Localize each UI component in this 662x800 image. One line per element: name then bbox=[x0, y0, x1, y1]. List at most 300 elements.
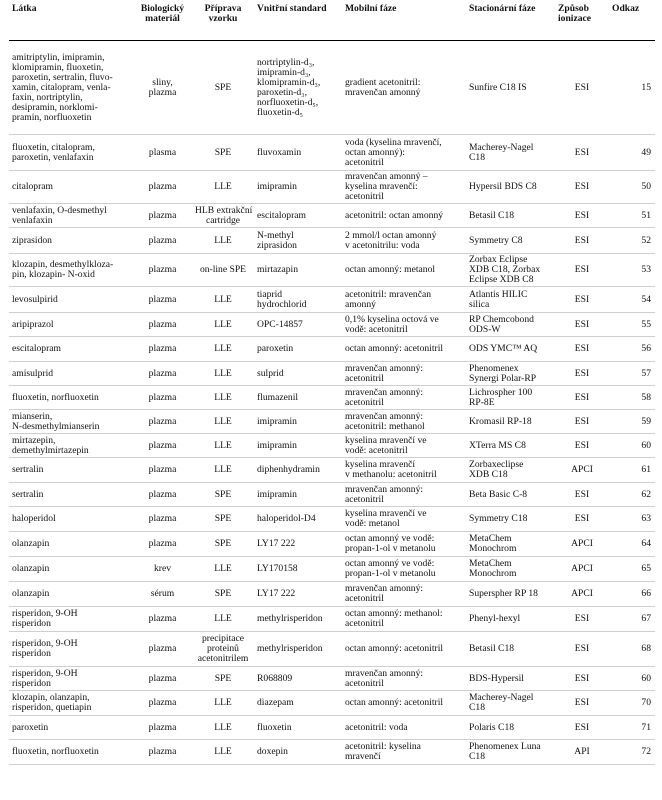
cell-text: ESI bbox=[574, 697, 590, 708]
cell-text: mianserin, bbox=[12, 410, 53, 422]
cell-text: OPC-14857 bbox=[257, 318, 303, 330]
cell-text: Kromasil RP-18 bbox=[469, 415, 532, 427]
cell-text: xamin, citalopram, venla- bbox=[12, 81, 111, 93]
cell-text: propan-1-ol v metanolu bbox=[345, 568, 436, 579]
header-sample-preparation bbox=[192, 2, 254, 41]
cell-stationary-phase bbox=[466, 557, 555, 582]
cell-text: N-methyl bbox=[257, 229, 294, 241]
cell-text: ziprasidon bbox=[12, 234, 52, 246]
cell-text: LY17 222 bbox=[257, 588, 296, 599]
cell-text: plazma bbox=[148, 643, 177, 654]
cell-text: 55 bbox=[641, 318, 651, 330]
table-row bbox=[9, 135, 655, 171]
cell-reference bbox=[609, 582, 655, 607]
cell-reference bbox=[609, 228, 655, 254]
cell-text: ESI bbox=[574, 264, 590, 275]
cell-substance bbox=[9, 667, 133, 691]
cell-internal-standard bbox=[254, 691, 342, 716]
cell-text: imipramin bbox=[257, 439, 297, 451]
cell-biological-material bbox=[133, 410, 192, 434]
cell-stationary-phase bbox=[466, 254, 555, 287]
cell-reference bbox=[609, 204, 655, 228]
cell-text: LLE bbox=[214, 613, 232, 624]
cell-text: BDS-Hypersil bbox=[469, 672, 524, 684]
header-text: Způsob bbox=[558, 3, 589, 14]
cell-ionization bbox=[555, 434, 609, 458]
cell-text: sérum bbox=[150, 588, 175, 599]
cell-sample-preparation bbox=[192, 458, 254, 483]
cell-text: mravenčan amonný: bbox=[345, 386, 424, 398]
header-text: Vnitřní standard bbox=[257, 3, 327, 14]
cell-internal-standard bbox=[254, 41, 342, 135]
cell-text: plazma bbox=[148, 439, 177, 451]
cell-text: 52 bbox=[641, 234, 651, 246]
table-row bbox=[9, 691, 655, 716]
cell-substance bbox=[9, 557, 133, 582]
cell-text: citalopram bbox=[12, 181, 54, 192]
cell-text: Monochrom bbox=[469, 568, 517, 579]
header-text: Biologický bbox=[140, 3, 185, 14]
cell-ionization bbox=[555, 740, 609, 765]
cell-mobile-phase bbox=[342, 632, 466, 667]
cell-text: APCI bbox=[571, 588, 593, 599]
cell-substance bbox=[9, 135, 133, 171]
cell-text: paroxetin bbox=[12, 721, 49, 733]
cell-text: ESI bbox=[574, 643, 590, 654]
cell-sample-preparation bbox=[192, 691, 254, 716]
cell-text: LLE bbox=[214, 293, 232, 305]
cell-text: Eclipse XDB C8 bbox=[469, 274, 534, 285]
cell-text: Beta Basic C-8 bbox=[469, 488, 528, 500]
cell-stationary-phase bbox=[466, 691, 555, 716]
cell-ionization bbox=[555, 254, 609, 287]
cell-text: fluoxetin-d₅ bbox=[257, 106, 303, 118]
cell-text: Atlantis HILIC bbox=[469, 288, 528, 300]
cell-text: risperidon bbox=[12, 677, 51, 689]
cell-ionization bbox=[555, 667, 609, 691]
cell-substance bbox=[9, 171, 133, 204]
cell-text: LLE bbox=[214, 181, 232, 192]
cell-text: XDB C18, Zorbax bbox=[469, 264, 541, 275]
cell-text: escitalopram bbox=[12, 343, 62, 354]
cell-text: plazma bbox=[148, 697, 177, 708]
cell-text: levosulpirid bbox=[12, 293, 58, 305]
cell-text: 63 bbox=[641, 513, 651, 524]
cell-text: olanzapin bbox=[12, 538, 50, 549]
cell-text: Sunfire C18 IS bbox=[469, 81, 527, 93]
header-text: materiál bbox=[145, 13, 180, 24]
cell-reference bbox=[609, 41, 655, 135]
cell-reference bbox=[609, 691, 655, 716]
cell-text: Synergi Polar-RP bbox=[469, 372, 537, 384]
cell-substance bbox=[9, 607, 133, 632]
cell-text: acetonitril bbox=[345, 191, 384, 202]
cell-text: N-desmethylmianserin bbox=[12, 420, 100, 432]
cell-internal-standard bbox=[254, 434, 342, 458]
cell-text: 57 bbox=[641, 367, 651, 379]
cell-text: imipramin bbox=[257, 415, 297, 427]
cell-text: hydrochlorid bbox=[257, 298, 307, 310]
cell-text: 2 mmol/l octan amonný bbox=[345, 229, 437, 241]
cell-ionization bbox=[555, 135, 609, 171]
cell-text: 56 bbox=[641, 343, 651, 354]
cell-substance bbox=[9, 507, 133, 532]
cell-sample-preparation bbox=[192, 362, 254, 386]
cell-text: plazma bbox=[148, 721, 177, 733]
cell-biological-material bbox=[133, 667, 192, 691]
cell-mobile-phase bbox=[342, 171, 466, 204]
cell-stationary-phase bbox=[466, 287, 555, 313]
table-row bbox=[9, 204, 655, 228]
cell-sample-preparation bbox=[192, 483, 254, 507]
cell-text: SPE bbox=[214, 588, 232, 599]
cell-text: plazma bbox=[148, 488, 177, 500]
cell-text: MetaChem bbox=[469, 558, 512, 569]
cell-text: API bbox=[574, 746, 590, 757]
cell-ionization bbox=[555, 632, 609, 667]
cell-mobile-phase bbox=[342, 532, 466, 557]
cell-text: kyselina mravenčí ve bbox=[345, 508, 427, 519]
cell-text: Betasil C18 bbox=[469, 643, 515, 654]
cell-ionization bbox=[555, 171, 609, 204]
cell-text: octan amonný: acetonitril bbox=[345, 697, 444, 708]
cell-text: 50 bbox=[641, 181, 651, 192]
cell-stationary-phase bbox=[466, 228, 555, 254]
cell-sample-preparation bbox=[192, 607, 254, 632]
cell-text: octan amonný): bbox=[345, 146, 405, 158]
cell-reference bbox=[609, 532, 655, 557]
cell-internal-standard bbox=[254, 204, 342, 228]
cell-internal-standard bbox=[254, 667, 342, 691]
cell-sample-preparation bbox=[192, 228, 254, 254]
cell-text: kyselina mravenčí ve bbox=[345, 434, 427, 446]
hplc-methods-table bbox=[9, 2, 655, 765]
cell-text: APCI bbox=[571, 563, 593, 574]
cell-text: Macherey-Nagel bbox=[469, 141, 534, 153]
cell-text: 71 bbox=[641, 721, 651, 733]
cell-ionization bbox=[555, 386, 609, 410]
cell-text: SPE bbox=[214, 81, 232, 93]
cell-text: venlafaxin, O-desmethyl bbox=[12, 204, 107, 216]
cell-text: precipitace bbox=[201, 633, 245, 644]
cell-text: ESI bbox=[574, 293, 590, 305]
cell-text: 49 bbox=[641, 146, 651, 158]
cell-mobile-phase bbox=[342, 557, 466, 582]
cell-text: mravenčan amonný: bbox=[345, 583, 424, 594]
cell-biological-material bbox=[133, 337, 192, 362]
cell-stationary-phase bbox=[466, 434, 555, 458]
cell-biological-material bbox=[133, 607, 192, 632]
cell-text: cartridge bbox=[205, 214, 241, 226]
cell-mobile-phase bbox=[342, 458, 466, 483]
cell-text: plazma bbox=[148, 209, 177, 221]
cell-text: octan amonný ve vodě: bbox=[345, 533, 435, 544]
cell-internal-standard bbox=[254, 632, 342, 667]
cell-stationary-phase bbox=[466, 607, 555, 632]
cell-internal-standard bbox=[254, 458, 342, 483]
cell-substance bbox=[9, 691, 133, 716]
cell-text: fluoxetin, norfluoxetin bbox=[12, 391, 99, 403]
cell-ionization bbox=[555, 337, 609, 362]
cell-ionization bbox=[555, 204, 609, 228]
cell-text: C18 bbox=[469, 751, 485, 762]
cell-text: fluoxetin, citalopram, bbox=[12, 141, 95, 153]
cell-internal-standard bbox=[254, 337, 342, 362]
cell-sample-preparation bbox=[192, 434, 254, 458]
table-row bbox=[9, 434, 655, 458]
cell-text: silica bbox=[469, 298, 490, 310]
cell-mobile-phase bbox=[342, 691, 466, 716]
cell-text: ESI bbox=[574, 234, 590, 246]
cell-text: Superspher RP 18 bbox=[469, 588, 538, 599]
cell-reference bbox=[609, 557, 655, 582]
cell-sample-preparation bbox=[192, 41, 254, 135]
cell-substance bbox=[9, 204, 133, 228]
cell-stationary-phase bbox=[466, 171, 555, 204]
cell-biological-material bbox=[133, 458, 192, 483]
cell-mobile-phase bbox=[342, 135, 466, 171]
cell-text: sulprid bbox=[257, 367, 284, 379]
cell-text: HLB extrakční bbox=[195, 204, 253, 216]
cell-text: norfluoxetin-d₅, bbox=[257, 96, 319, 108]
cell-text: plazma bbox=[148, 391, 177, 403]
cell-text: ESI bbox=[574, 721, 590, 733]
cell-reference bbox=[609, 632, 655, 667]
cell-text: 72 bbox=[641, 746, 651, 757]
cell-biological-material bbox=[133, 362, 192, 386]
cell-biological-material bbox=[133, 228, 192, 254]
cell-text: 60 bbox=[641, 672, 651, 684]
cell-stationary-phase bbox=[466, 716, 555, 740]
cell-text: plazma bbox=[148, 415, 177, 427]
cell-biological-material bbox=[133, 632, 192, 667]
cell-reference bbox=[609, 716, 655, 740]
cell-text: vodě: acetonitril bbox=[345, 444, 408, 456]
cell-biological-material bbox=[133, 313, 192, 337]
cell-reference bbox=[609, 434, 655, 458]
cell-text: ESI bbox=[574, 613, 590, 624]
table-row bbox=[9, 632, 655, 667]
cell-text: 0,1% kyselina octová ve bbox=[345, 313, 439, 325]
cell-text: 54 bbox=[641, 293, 651, 305]
cell-text: plazma bbox=[148, 86, 177, 98]
cell-text: SPE bbox=[214, 488, 232, 500]
cell-biological-material bbox=[133, 740, 192, 765]
cell-text: faxin, nortriptylin, bbox=[12, 91, 83, 103]
cell-biological-material bbox=[133, 716, 192, 740]
table-row bbox=[9, 337, 655, 362]
table-row bbox=[9, 607, 655, 632]
cell-stationary-phase bbox=[466, 507, 555, 532]
cell-text: risperidon, 9-OH bbox=[12, 608, 78, 619]
cell-text: LLE bbox=[214, 563, 232, 574]
table-row bbox=[9, 532, 655, 557]
table-row bbox=[9, 582, 655, 607]
cell-stationary-phase bbox=[466, 410, 555, 434]
cell-substance bbox=[9, 532, 133, 557]
cell-text: Polaris C18 bbox=[469, 721, 515, 733]
cell-biological-material bbox=[133, 287, 192, 313]
cell-text: plazma bbox=[148, 318, 177, 330]
cell-text: ESI bbox=[574, 672, 590, 684]
cell-biological-material bbox=[133, 254, 192, 287]
cell-internal-standard bbox=[254, 313, 342, 337]
cell-text: LLE bbox=[214, 234, 232, 246]
cell-text: SPE bbox=[214, 672, 232, 684]
cell-stationary-phase bbox=[466, 204, 555, 228]
cell-text: imipramin bbox=[257, 488, 297, 500]
table-row bbox=[9, 740, 655, 765]
cell-stationary-phase bbox=[466, 632, 555, 667]
cell-text: ESI bbox=[574, 439, 590, 451]
cell-text: haloperidol-D4 bbox=[257, 513, 316, 524]
cell-text: methylrisperidon bbox=[257, 613, 323, 624]
cell-text: C18 bbox=[469, 151, 485, 163]
cell-mobile-phase bbox=[342, 607, 466, 632]
cell-text: plazma bbox=[148, 538, 177, 549]
cell-text: on-line SPE bbox=[199, 264, 247, 275]
cell-text: plazma bbox=[148, 343, 177, 354]
cell-internal-standard bbox=[254, 287, 342, 313]
cell-reference bbox=[609, 337, 655, 362]
cell-text: acetonitril: kyselina bbox=[345, 741, 421, 752]
cell-text: paroxetin, sertralin, fluvo- bbox=[12, 71, 113, 83]
cell-text: plazma bbox=[148, 613, 177, 624]
cell-text: plazma bbox=[148, 746, 177, 757]
cell-sample-preparation bbox=[192, 582, 254, 607]
cell-ionization bbox=[555, 362, 609, 386]
cell-text: amisulprid bbox=[12, 367, 54, 379]
cell-text: pin, klozapin- N-oxid bbox=[12, 269, 95, 280]
cell-substance bbox=[9, 483, 133, 507]
cell-stationary-phase bbox=[466, 582, 555, 607]
cell-internal-standard bbox=[254, 228, 342, 254]
cell-text: venlafaxin bbox=[12, 214, 53, 226]
cell-sample-preparation bbox=[192, 716, 254, 740]
header-text: Mobilní fáze bbox=[345, 3, 397, 14]
cell-text: MetaChem bbox=[469, 533, 512, 544]
header-text: Stacionární fáze bbox=[469, 3, 536, 14]
table-row bbox=[9, 557, 655, 582]
cell-text: Zorbaxeclipse bbox=[469, 459, 524, 470]
cell-text: ESI bbox=[574, 318, 590, 330]
cell-text: APCI bbox=[571, 538, 593, 549]
cell-text: sliny, bbox=[152, 76, 173, 88]
cell-stationary-phase bbox=[466, 135, 555, 171]
cell-text: diphenhydramin bbox=[257, 464, 320, 475]
cell-text: LLE bbox=[214, 391, 232, 403]
cell-mobile-phase bbox=[342, 582, 466, 607]
cell-reference bbox=[609, 386, 655, 410]
cell-text: proteinů bbox=[207, 643, 239, 654]
table-row bbox=[9, 483, 655, 507]
cell-biological-material bbox=[133, 691, 192, 716]
cell-text: risperidon, 9-OH bbox=[12, 638, 78, 649]
cell-text: Symmetry C18 bbox=[469, 513, 528, 524]
cell-reference bbox=[609, 287, 655, 313]
cell-text: olanzapin bbox=[12, 588, 50, 599]
cell-substance bbox=[9, 228, 133, 254]
cell-text: SPE bbox=[214, 538, 232, 549]
cell-text: kyselina mravenčí: bbox=[345, 181, 418, 192]
cell-mobile-phase bbox=[342, 228, 466, 254]
cell-biological-material bbox=[133, 171, 192, 204]
cell-text: gradient acetonitril: bbox=[345, 76, 421, 88]
cell-biological-material bbox=[133, 557, 192, 582]
cell-mobile-phase bbox=[342, 667, 466, 691]
cell-biological-material bbox=[133, 507, 192, 532]
table-body bbox=[9, 41, 655, 765]
cell-sample-preparation bbox=[192, 740, 254, 765]
cell-text: acetonitril bbox=[345, 372, 384, 384]
header-internal-standard bbox=[254, 2, 342, 41]
cell-substance bbox=[9, 740, 133, 765]
header-biological-material bbox=[133, 2, 192, 41]
cell-text: ziprasidon bbox=[257, 239, 297, 251]
cell-sample-preparation bbox=[192, 254, 254, 287]
header-stationary-phase bbox=[466, 2, 555, 41]
cell-text: mravenčan amonný bbox=[345, 86, 421, 98]
cell-text: acetonitril: octan amonný bbox=[345, 209, 444, 221]
cell-text: 51 bbox=[641, 209, 651, 221]
cell-stationary-phase bbox=[466, 532, 555, 557]
cell-internal-standard bbox=[254, 386, 342, 410]
cell-text: ESI bbox=[574, 343, 590, 354]
cell-text: LLE bbox=[214, 415, 232, 427]
table-row bbox=[9, 410, 655, 434]
cell-text: Phenomenex bbox=[469, 362, 519, 374]
cell-text: C18 bbox=[469, 702, 485, 713]
cell-text: doxepin bbox=[257, 746, 288, 757]
cell-text: LY17 222 bbox=[257, 538, 296, 549]
cell-text: fluoxetin, norfluoxetin bbox=[12, 746, 99, 757]
cell-substance bbox=[9, 434, 133, 458]
table-row bbox=[9, 716, 655, 740]
table-header-row bbox=[9, 2, 655, 41]
cell-internal-standard bbox=[254, 582, 342, 607]
cell-text: kyselina mravenčí bbox=[345, 459, 416, 470]
cell-text: acetonitril bbox=[345, 618, 384, 629]
cell-text: Lichrospher 100 bbox=[469, 386, 533, 398]
cell-text: plazma bbox=[148, 672, 177, 684]
cell-stationary-phase bbox=[466, 667, 555, 691]
cell-text: vodě: metanol bbox=[345, 518, 400, 529]
cell-text: SPE bbox=[214, 513, 232, 524]
cell-reference bbox=[609, 313, 655, 337]
cell-text: klozapin, olanzapin, bbox=[12, 692, 90, 703]
cell-reference bbox=[609, 362, 655, 386]
cell-text: XDB C18 bbox=[469, 469, 508, 480]
cell-mobile-phase bbox=[342, 254, 466, 287]
cell-text: nortriptylin-d₃, bbox=[257, 56, 315, 68]
table-row bbox=[9, 507, 655, 532]
cell-substance bbox=[9, 362, 133, 386]
cell-text: 67 bbox=[641, 613, 651, 624]
cell-sample-preparation bbox=[192, 287, 254, 313]
cell-biological-material bbox=[133, 532, 192, 557]
cell-text: klomipramin, fluoxetin, bbox=[12, 61, 104, 73]
cell-substance bbox=[9, 632, 133, 667]
cell-substance bbox=[9, 410, 133, 434]
cell-mobile-phase bbox=[342, 313, 466, 337]
cell-substance bbox=[9, 254, 133, 287]
cell-text: risperidon, 9-OH bbox=[12, 667, 78, 679]
cell-ionization bbox=[555, 410, 609, 434]
cell-sample-preparation bbox=[192, 410, 254, 434]
cell-text: mravenčan amonný: bbox=[345, 362, 424, 374]
cell-text: plasma bbox=[148, 146, 177, 158]
cell-text: krev bbox=[153, 563, 172, 574]
